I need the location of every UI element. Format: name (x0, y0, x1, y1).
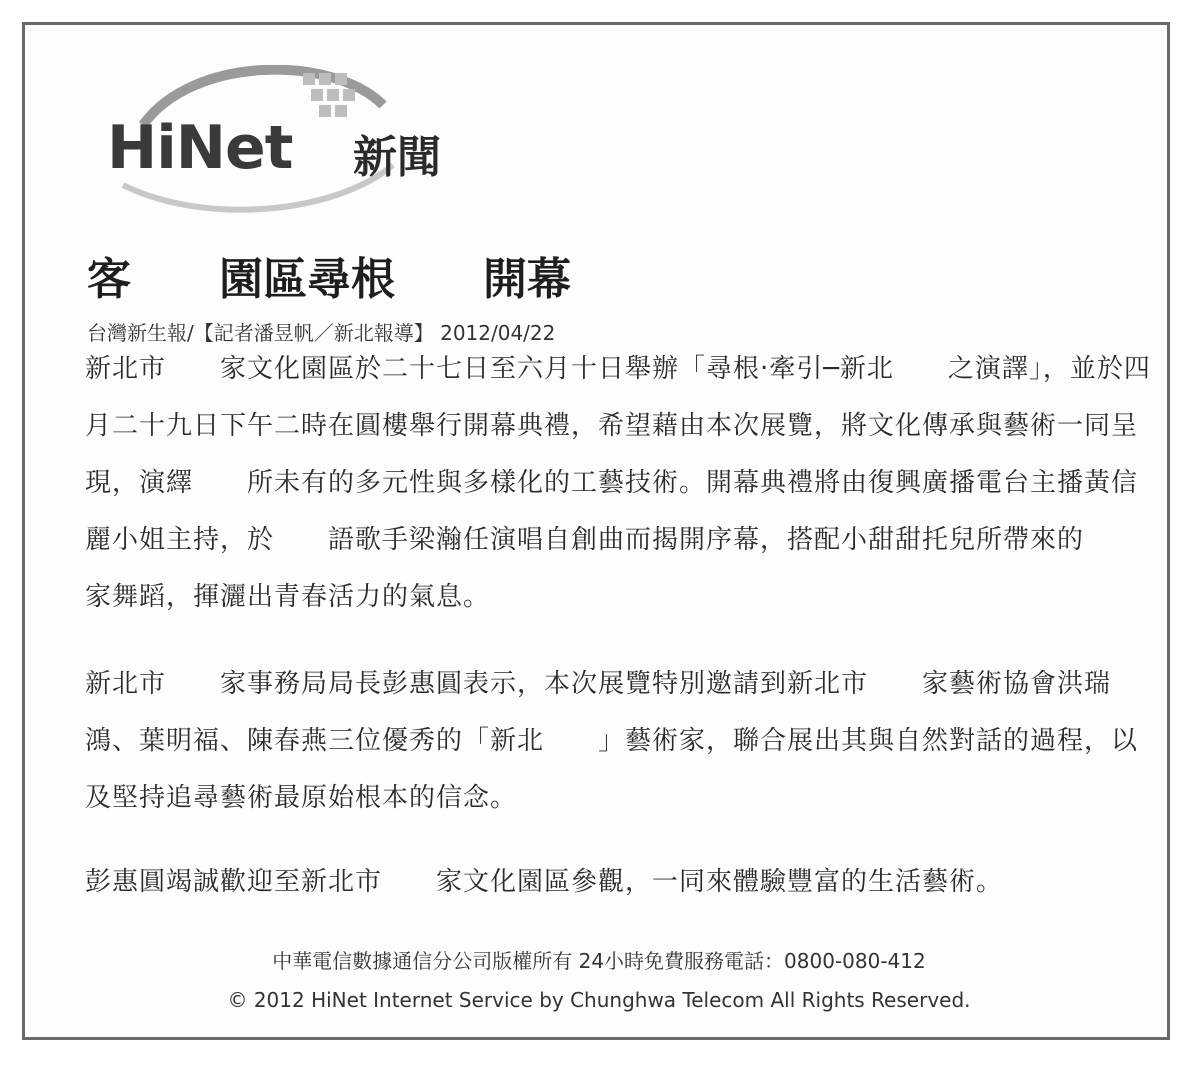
article-byline: 台灣新生報/【記者潘昱帆／新北報導】 2012/04/22 (87, 321, 556, 345)
hinet-logo (83, 65, 503, 215)
footer-copyright-line-1: 中華電信數據通信分公司版權所有 24小時免費服務電話：0800-080-412 (272, 949, 926, 973)
article-frame (22, 22, 1170, 1040)
article-paragraph-3: 彭惠圓竭誠歡迎至新北市 家文化園區參觀，一同來體驗豐富的生活藝術。 (85, 867, 1004, 897)
article-title: 客 園區尋根 開幕 (87, 254, 571, 305)
article-paragraph-1: 新北市 家文化園區於二十七日至六月十日舉辦「尋根‧牽引─新北 之演譯」，並於四月二十九日下午二時在圓樓舉行開幕典禮，希望藉由本次展覽，將文化傳承與藝術一同呈現，演繹 所未有的多元性與多樣化的工藝技術。開幕典禮將由復興廣播電台主播黃信麗小姐主持，於 語歌手梁瀚任演唱自創曲而揭開序幕，搭配小甜甜托兒所帶來的 家舞蹈，揮灑出青春活力的氣息。 (85, 354, 1151, 612)
footer-copyright-line-2: © 2012 HiNet Internet Service by Chunghwa Telecom All Rights Reserved. (227, 988, 971, 1012)
logo-brand-text: HiNet (107, 113, 293, 183)
logo-section-text: 新聞 (353, 132, 441, 183)
article-paragraph-2: 新北市 家事務局局長彭惠圓表示，本次展覽特別邀請到新北市 家藝術協會洪瑞鴻、葉明福、陳春燕三位優秀的「新北 」藝術家，聯合展出其與自然對話的過程，以及堅持追尋藝術最原始根本的信念。 (85, 669, 1139, 813)
